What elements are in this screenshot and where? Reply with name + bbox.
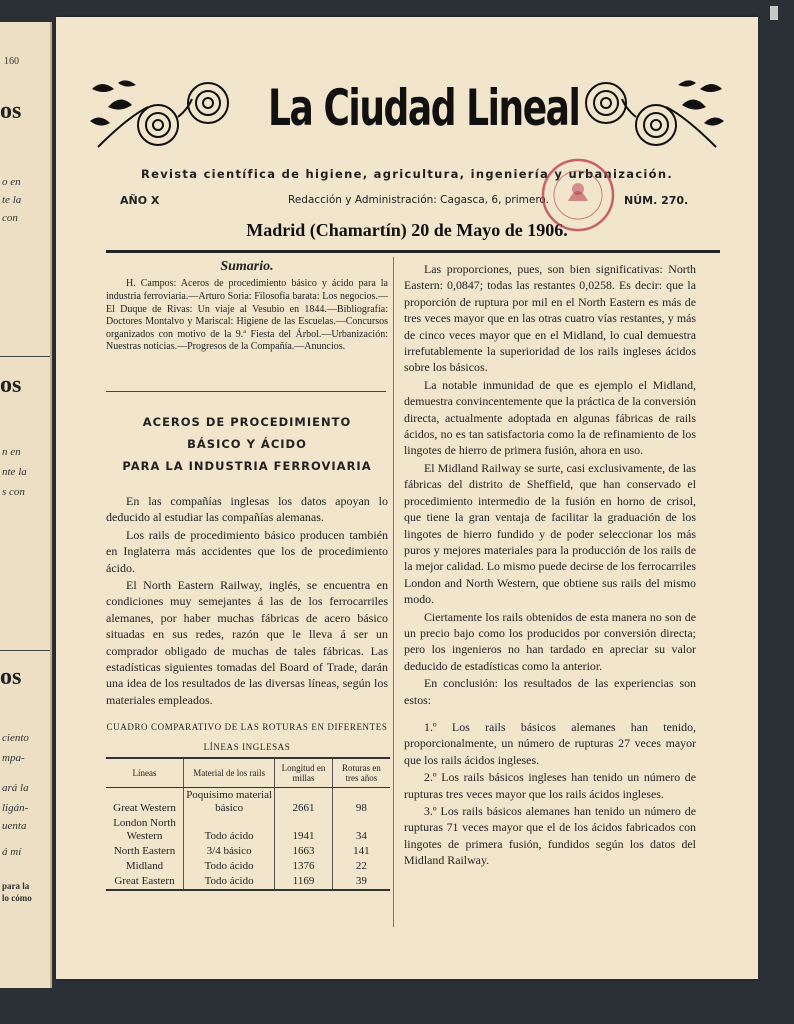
table-caption: CUADRO COMPARATIVO DE LAS ROTURAS EN DIFERENTES bbox=[106, 722, 388, 733]
table-cell: 1663 bbox=[275, 844, 333, 859]
header-rule bbox=[106, 250, 720, 253]
table-row bbox=[106, 788, 390, 817]
municipal-stamp-icon bbox=[540, 157, 616, 233]
left-fragment: te la bbox=[2, 194, 22, 206]
article-title-line: PARA LA INDUSTRIA FERROVIARIA bbox=[122, 459, 372, 473]
article-paragraph: Los rails de procedimiento básico producen también en Inglaterra más accidentes que los de procedimiento ácido. bbox=[106, 527, 388, 575]
table-caption: LÍNEAS INGLESAS bbox=[203, 742, 291, 753]
table-cell: Todo ácido bbox=[184, 874, 275, 890]
table-cell: 2661 bbox=[275, 788, 333, 817]
table-cell: 22 bbox=[355, 860, 367, 873]
conclusion-item: 3.º Los rails básicos alemanes han tenido un número de rupturas 71 veces mayor que el de los ácidos fabricados con lingotes de primera fusión, fundidos según los datos del Midland Railway. bbox=[404, 804, 696, 868]
column-divider bbox=[393, 257, 394, 927]
masthead bbox=[88, 77, 728, 151]
table-cell: 1941 bbox=[275, 816, 333, 844]
left-fragment: para la bbox=[2, 881, 30, 891]
dateline: Madrid (Chamartín) 20 de Mayo de 1906. bbox=[246, 220, 568, 240]
left-fragment: lo cómo bbox=[2, 893, 32, 903]
table-cell: 98 bbox=[355, 802, 367, 815]
sumario-body: H. Campos: Aceros de procedimiento básico y ácido para la industria ferroviaria.—Arturo Soria: Filosofía barata: Los negocios.—El Duque de Rivas: Un viaje al Vesubio en 1844.—Bibliografía: Doctores Montalvo y Mariscal: Higiene de las Escuelas.—Concursos organizados con motivo de la 9.ª Fiesta del Árbol.—Urbanización: Nuestras noticias.—Progresos de la Compañía.—Anuncios. bbox=[106, 278, 388, 353]
left-fragment: ciento bbox=[2, 732, 29, 744]
article-paragraph: El Midland Railway se surte, casi exclusivamente, de las fábricas del distrito de Sheffield, que han conservado el procedimiento intermedio de la fusión en horno de crisol, que tiene la gran ventaja de facilitar la graduación de los lingotes de hierro fundido y de poder seleccionar los más puros y mejores materiales para la producción de los rails de la mejor calidad. Lo mismo puede decirse de los ferrocarriles London and North Western, que obtiene sus rails del mismo modo. bbox=[404, 460, 696, 607]
table-row bbox=[106, 816, 390, 844]
article-paragraph: Las proporciones, pues, son bien significativas: North Eastern: 0,0847; todas las restantes 0,0258. Es decir: que la proporción de ruptura por mil en el North Eastern es más de tres veces mayor que en las otras cuatro vías restantes, y más de cinco veces mayor que en el Midland, lo cual demuestra irrefutablemente la superioridad de los rails ingleses ácidos sobre los básicos. bbox=[404, 262, 696, 375]
article-column-right bbox=[404, 261, 696, 870]
sumario-heading: Sumario. bbox=[220, 259, 274, 274]
newspaper-page bbox=[56, 17, 758, 979]
left-fragment: n en bbox=[2, 446, 21, 458]
table-cell: 1169 bbox=[275, 874, 333, 890]
table-cell: Todo ácido bbox=[184, 859, 275, 874]
table-cell: North Eastern bbox=[106, 844, 184, 859]
left-page-number: 160 bbox=[4, 56, 19, 67]
left-fragment-mark: os bbox=[0, 664, 22, 690]
conclusion-item: 2.º Los rails básicos ingleses han tenido un número de rupturas tres veces mayor que los rails ácidos ingleses. bbox=[404, 770, 696, 801]
article-paragraph: Ciertamente los rails obtenidos de esta manera no son de un precio bajo como los producidos por conversión directa; pero los ingenieros no han tardado en apreciar su valor deducido de estadísticas como la anterior. bbox=[404, 609, 696, 673]
left-fragment: o en bbox=[2, 176, 21, 188]
table-row bbox=[106, 844, 390, 859]
table-cell: Midland bbox=[106, 859, 184, 874]
left-fragment: á mí bbox=[2, 846, 22, 858]
article-paragraph: La notable inmunidad de que es ejemplo el Midland, demuestra convincentemente que la práctica de la conversión directa, actualmente adoptada en algunas fábricas de rails ácidos, no es tan satisfactoria como la de refinamiento de los lingotes de hierro de primera fusión, ahora en uso. bbox=[404, 377, 696, 458]
table-header: Longitud en millas bbox=[275, 758, 333, 788]
left-column bbox=[106, 259, 388, 355]
table-cell: 3/4 básico bbox=[184, 844, 275, 859]
left-fragment: ará la bbox=[2, 782, 29, 794]
left-fragment-mark: os bbox=[0, 372, 22, 398]
left-fragment-mark: os bbox=[0, 98, 22, 124]
table-cell: 34 bbox=[355, 830, 367, 843]
issue-number: NÚM. 270. bbox=[624, 194, 689, 207]
table-cell: 1376 bbox=[275, 859, 333, 874]
rose-ornament-right-icon bbox=[578, 77, 726, 151]
left-facing-page bbox=[0, 22, 52, 988]
left-fragment: nte la bbox=[2, 466, 27, 478]
article-paragraph: En las compañías inglesas los datos apoyan lo deducido al estudiar las compañías alemanas. bbox=[106, 494, 388, 525]
table-cell: Poquísimo material básico bbox=[184, 788, 275, 817]
table-cell: London North Western bbox=[106, 816, 184, 844]
left-fragment: ligán- bbox=[2, 802, 29, 814]
table-cell: Todo ácido bbox=[184, 816, 275, 844]
sumario-rule bbox=[106, 391, 386, 392]
table-cell: 141 bbox=[353, 845, 370, 858]
article-title-line: ACEROS DE PROCEDIMIENTO bbox=[142, 415, 352, 429]
article-title-line: BÁSICO Y ÁCIDO bbox=[187, 437, 307, 451]
breakage-table bbox=[106, 757, 390, 891]
table-row bbox=[106, 874, 390, 890]
rose-ornament-left-icon bbox=[88, 77, 236, 151]
newspaper-subtitle: Revista científica de higiene, agricultura, ingeniería y urbanización. bbox=[140, 167, 674, 181]
address-line: Redacción y Administración: Cagasca, 6, primero. bbox=[288, 194, 550, 206]
left-fragment: con bbox=[2, 212, 18, 224]
left-rule bbox=[0, 356, 50, 357]
table-header: Líneas bbox=[106, 758, 184, 788]
table-cell: 39 bbox=[332, 874, 390, 890]
table-header: Material de los rails bbox=[184, 758, 275, 788]
table-header: Roturas en tres años bbox=[332, 758, 390, 788]
year-label: AÑO X bbox=[120, 194, 160, 207]
left-fragment: uenta bbox=[2, 820, 27, 832]
article-paragraph: En conclusión: los resultados de las experiencias son estos: bbox=[404, 676, 696, 707]
left-fragment: mpa- bbox=[2, 752, 25, 764]
binder-clip-icon bbox=[770, 6, 778, 20]
table-cell: Great Western bbox=[106, 788, 184, 817]
article-column-left bbox=[106, 411, 388, 891]
left-fragment: s con bbox=[2, 486, 25, 498]
scanner-background bbox=[758, 0, 794, 1024]
newspaper-title: La Ciudad Lineal bbox=[268, 79, 580, 137]
conclusion-item: 1.º Los rails básicos alemanes han tenido, proporcionalmente, un número de rupturas 27 veces mayor que los rails ácidos ingleses. bbox=[404, 719, 696, 767]
table-cell: Great Eastern bbox=[106, 874, 184, 890]
left-rule bbox=[0, 650, 50, 651]
article-paragraph: El North Eastern Railway, inglés, se encuentra en condiciones muy semejantes á las de los ferrocarriles alemanes, por haber muchas fábricas de acero básico situadas en sus redes, razón que le lleva á ser un comprador obligado de muchas de tales fábricas. Las estadísticas siguientes tomadas del Board of Trade, darán una idea de los resultados de las diversas líneas, según los materiales empleados. bbox=[106, 578, 388, 707]
table-row bbox=[106, 859, 390, 874]
